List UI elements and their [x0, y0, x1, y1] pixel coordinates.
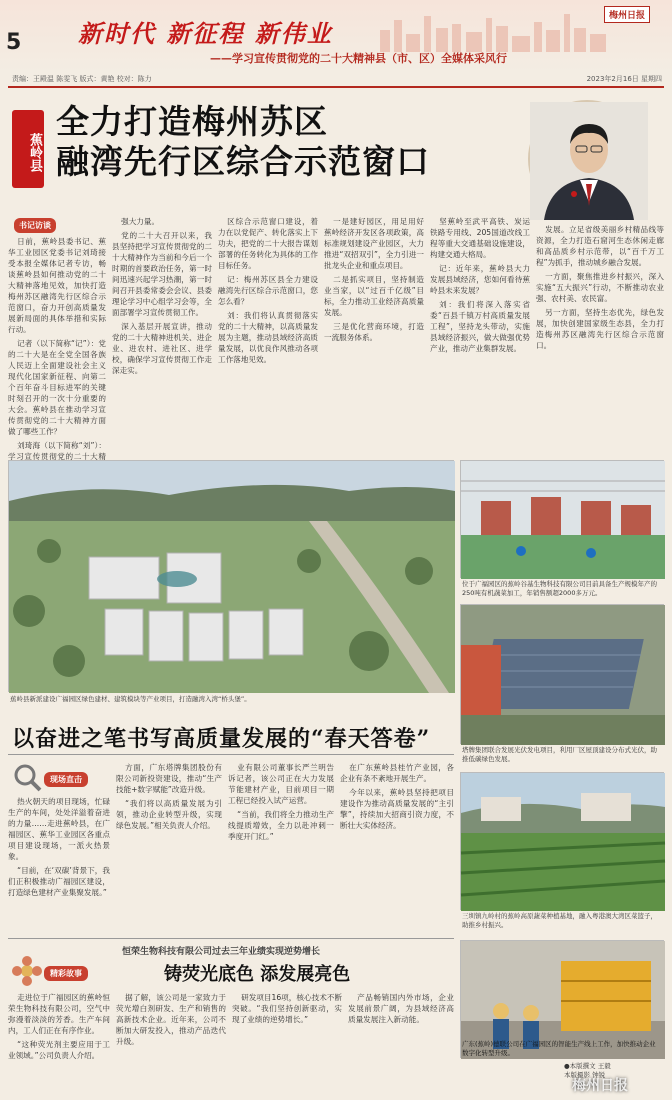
paragraph: “目前，在‘双碳’背景下，我们正积极推动广福园区建设，打造绿色建材产业集聚发展。” [8, 866, 110, 897]
paragraph: 方面，广东塔牌集团股份有限公司新投资建设，推动“生产技能+数字赋能”改造升级。 [116, 763, 222, 794]
editor-credits: 责编：王殿温 陈雯飞 版式：黄艳 校对：陈力 [12, 75, 152, 83]
article1-column-6 [536, 224, 664, 456]
paragraph: 走进位于广福园区的蕉岭恒荣生物科技有限公司，空气中弥漫着淡淡的芳香。生产车间内，工人们正在有序作业。 [8, 993, 110, 1035]
article2-column-1 [8, 796, 110, 934]
paragraph: “当前，我们将全力推动生产线提质增效，全力以赴冲刺一季度开门红。” [228, 810, 334, 841]
person-illustration [530, 102, 648, 220]
sub-banner: ——学习宣传贯彻党的二十大精神县（市、区）全媒体采风行 [210, 52, 507, 65]
page-number: 5 [6, 30, 22, 55]
paragraph: 二是抓实项目，坚持制造业当家，以“过百千亿级”目标，全力推动工业经济高质量发展。 [324, 275, 424, 317]
article3-column-3 [232, 992, 342, 1096]
paragraph: 刘琦海（以下简称“刘”）：学习宣传贯彻党的二十大精 [8, 441, 106, 461]
slogan: 新时代 新征程 新伟业 [78, 19, 333, 48]
article1-column-5 [430, 216, 530, 456]
article1-headline [56, 102, 430, 182]
writer-credit: ●本版撰文 王毅 [564, 1062, 611, 1070]
magnifier-icon [12, 762, 42, 792]
article3-subheadline: 恒荣生物科技有限公司过去三年业绩实现逆势增长 [122, 947, 321, 957]
issue-date: 2023年2月16日 星期四 [586, 75, 662, 83]
solar-photo-caption: 塔牌集团联合发展光伏发电项目，利用厂区屋顶建设分布式光伏，助推低碳绿色发展。 [462, 746, 657, 763]
paragraph: 刘：我们将认真贯彻落实党的二十大精神，以高质量发展为主题，推动县域经济高质量发展，以优良作风推动各项工作落地见效。 [218, 311, 318, 364]
article2-column-2 [116, 762, 222, 934]
paragraph: 强大力量。 [121, 217, 160, 226]
factory-illustration [461, 461, 665, 579]
solar-plant-illustration [461, 605, 665, 745]
watermark: 梅州日报 [572, 1078, 628, 1094]
section-divider [8, 938, 454, 939]
credit-bar [0, 72, 672, 86]
headline-line-2: 融湾先行区综合示范窗口 [56, 142, 430, 181]
article2-headline: 以奋进之笔书写高质量发展的“春天答卷” [12, 726, 431, 752]
vegetable-field-illustration [461, 773, 665, 911]
paragraph: 日前，蕉岭县委书记、蕉华工业园区党委书记刘琦接受本报全媒体记者专访，畅谈蕉岭县如何推动党的二十大精神落地见效，加快打造梅州苏区融湾先行区综合示范窗口，奋力开创高质量发展新局面的具体举措和实际行动。 [8, 237, 106, 334]
article3-headline: 铸荧光底色 添发展亮色 [164, 964, 351, 985]
article3-column-1 [8, 992, 110, 1096]
article1-column-4 [324, 216, 424, 456]
article1-column-2 [112, 216, 212, 456]
main-photo-caption: 蕉岭县新派建设广福园区绿色建材、建筑模块等产业项目，打造融湾入湾“桥头堡”。 [10, 695, 251, 703]
paragraph: 据了解，该公司是一家致力于荧光增白剂研发、生产和销售的高新技术企业。近年来，公司不断加大研发投入，推动产品迭代升级。 [116, 993, 226, 1046]
portrait-photo [528, 100, 646, 218]
paragraph: 坚蕉岭至武平高铁、炭运铁路专用线、205国道改线工程等重大交通基础设施建设，构建交通大格局。 [430, 217, 530, 259]
paragraph: 产品畅销国内外市场，企业发展前景广阔，为县域经济高质量发展注入新动能。 [348, 993, 454, 1024]
article3-column-4 [348, 992, 454, 1096]
article1-column-3 [218, 216, 318, 456]
section-tag-scene: 现场直击 [44, 772, 88, 787]
paragraph: 热火朝天的项目现场，忙碌生产的车间，处处洋溢着奋进的力量……走进蕉岭县，在广福园区、蕉华工业园区各重点项目建设现场，一派火热景象。 [8, 797, 110, 861]
paragraph: 研发项目16项，核心技术不断突破。“我们坚持创新驱动，实现了业绩的逆势增长。” [232, 993, 342, 1024]
paragraph: “这种荧光剂主要应用于工业领域。”公司负责人介绍。 [8, 1040, 110, 1060]
headline-line-1: 全力打造梅州苏区 [56, 102, 328, 141]
paragraph: 三是优化营商环境，打造一流服务体系。 [324, 322, 424, 342]
aerial-park-photo [8, 460, 454, 692]
vegetable-field-photo [460, 772, 664, 910]
paragraph: 今年以来，蕉岭县坚持把项目建设作为推动高质量发展的“主引擎”，持续加大招商引资力度，不断壮大实体经济。 [340, 788, 454, 830]
paragraph: 深入基层开展宣讲，推动党的二十大精神进机关、进企业、进农村、进社区、进学校，确保学习宣传贯彻工作走深走实。 [112, 322, 212, 375]
production-photo-caption: 广东(蕉岭)德联公司在广福园区的智能生产线上工作，加快推动企业数字化转型升级。 [462, 1040, 656, 1057]
paragraph: 发展。立足省级美丽乡村精品线等资源，全力打造石窟河生态休闲走廊和高品质乡村示范带，以“百千万工程”为抓手，推动城乡融合发展。 [536, 225, 664, 267]
header-rule [8, 86, 664, 88]
solar-plant-photo [460, 604, 664, 744]
paragraph: 另一方面，坚持生态优先，绿色发展，加快创建国家级生态县，全力打造梅州苏区融湾先行区综合示范窗口。 [536, 308, 664, 350]
paragraph: 记：梅州苏区县全力建设融湾先行区综合示范窗口，您怎么看？ [218, 275, 318, 306]
aerial-photo-illustration [9, 461, 455, 693]
section-divider [8, 754, 454, 755]
paragraph: 记：近年来，蕉岭县大力发展县域经济，您如何看待蕉岭县未来发展？ [430, 264, 530, 295]
paragraph: 一方面，聚焦推进乡村振兴，深入实施“五大振兴”行动，不断推动农业强、农村美、农民富。 [536, 272, 664, 303]
paragraph: 业有限公司董事长严兰明告诉记者，该公司正在大力发展节能建材产业，目前项目一期工程已经投入试产运营。 [228, 763, 334, 805]
paragraph: 在广东蕉岭县桂竹产业园，各企业有条不紊地开展生产。 [340, 763, 454, 783]
article3-column-2 [116, 992, 226, 1096]
section-tag-story: 精彩故事 [44, 966, 88, 981]
field-photo-caption: 三圳镇九岭村的蕉岭高原蔬菜种植基地，融入粤港澳大湾区菜篮子，助推乡村振兴。 [462, 912, 657, 929]
article1-column-1 [8, 216, 106, 461]
section-tag-interview: 书记访谈 [14, 218, 56, 233]
paragraph: 记者（以下简称“记”）：党的二十大是在全党全国各族人民迈上全面建设社会主义现代化国家新征程、向第二个百年奋斗目标进军的关键时刻召开的一次十分重要的大会。蕉岭县在推动学习宣传贯彻党的二十大精神方面做了哪些工作？ [8, 339, 106, 436]
paragraph: “我们将以高质量发展为引领，推动企业转型升级，实现绿色发展。”相关负责人介绍。 [116, 799, 222, 830]
paragraph: 区综合示范窗口建设，着力在以党促产、转化落实上下功夫，把党的二十大报告谋划部署的任务转化为具体的工作目标任务。 [218, 217, 318, 270]
paragraph: 党的二十大召开以来，我县坚持把学习宣传贯彻党的二十大精神作为当前和今后一个时期的首要政治任务，第一时间迅速兴起学习热潮，第一时间召开县委常委会会议、县委理论学习中心组学习会等，全面部署学习宣传贯彻工作。 [112, 231, 212, 317]
newspaper-logo: 梅州日报 [604, 6, 650, 23]
flower-icon [12, 956, 42, 986]
paragraph: 一是建好园区，用足用好蕉岭经济开发区各项政策，高标准规划建设产业园区，大力推进“双招双引”，全力引进一批龙头企业和重点项目。 [324, 217, 424, 270]
factory-photo [460, 460, 664, 578]
article2-column-3 [228, 762, 334, 934]
factory-photo-caption: 位于广福园区的蕉岭谷基生物科技有限公司目前具备生产规模年产的250吨有机蔬菜加工，年销售额超2000多万元。 [462, 580, 657, 597]
photographer-credit: 本版摄影 钟锐 [564, 1071, 606, 1079]
county-badge: 蕉岭县 [12, 110, 44, 188]
paragraph: 刘：我们将深入落实省委“百县千镇万村高质量发展工程”，坚持龙头带动，实施县域经济振兴，做大做强优势产业，推动产业集群发展。 [430, 300, 530, 353]
masthead [0, 0, 672, 72]
article2-column-4 [340, 762, 454, 934]
